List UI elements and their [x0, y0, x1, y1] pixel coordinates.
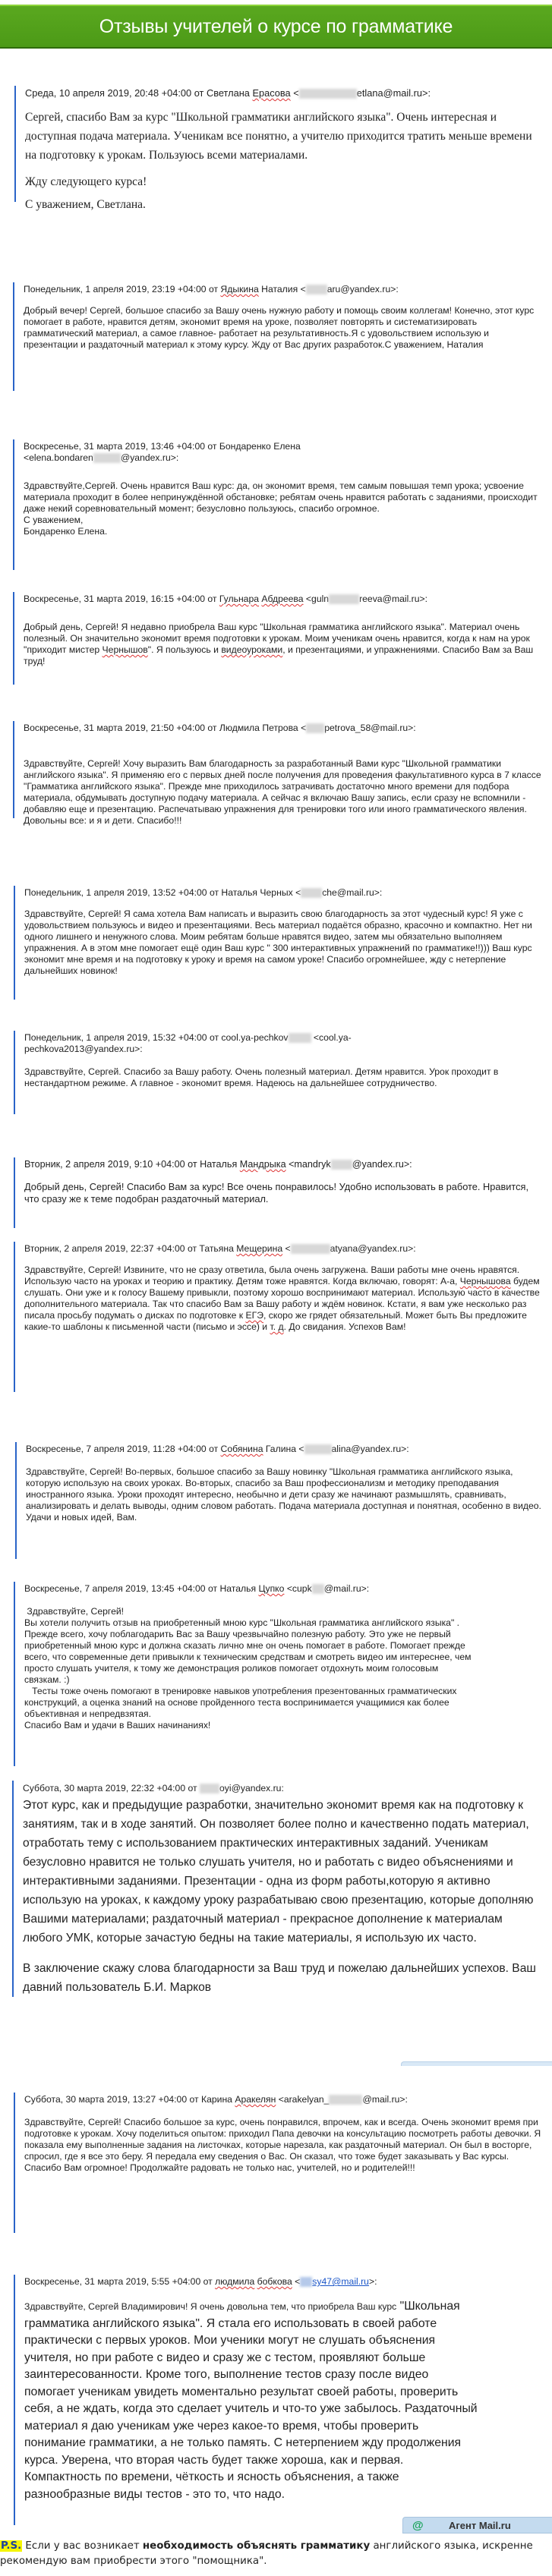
review-meta: Воскресенье, 31 марта 2019, 16:15 +04:00 от Гульнара Абдреева <guln reeva@mail.ru>: [24, 594, 428, 604]
redacted-email [306, 285, 327, 294]
review-body: Добрый вечер! Сергей, большое спасибо за Вашу очень нужную работу и помощь своим коллегам! Конечно, этот курс помогает в работе, нравится детям, экономит время на уроке, позволяет повторять и систематизировать грамматический материал, а самое главное- работает на результативность.Я с удовольствием использую и презентации и раздаточный материал к этому курсу. Жду от Вас других разработок.С уважением, Наталия [24, 305, 535, 350]
review-petrova [13, 721, 544, 826]
review-meta: Вторник, 2 апреля 2019, 22:37 +04:00 от Татьяна Мещерина < atyana@yandex.ru>: [24, 1243, 416, 1254]
review-body: Добрый день, Сергей! Я недавно приобрела Ваш курс "Школьная грамматика английского языка". Материал очень полезный. Он значительно экономит время подготовки к урокам. Моим ученикам очень нравится, когда к нам на урок "приходит мистер Чернышов". Я пользуюсь и видеоуроками, и презентациями, и упражнениями. Спасибо Вам за Ваш труд! [24, 622, 534, 666]
review-body: Здравствуйте, Сергей! Во-первых, большое спасибо за Вашу новинку "Школьная грамматика английского языка, которую использую на своих уроках. Во-вторых, спасибо за Ваш профессионализм и методику преподавания иностранного языка. Уроки проходят интересно, необычно и дети сразу же начинают размышлять, сравнивать, анализировать и делать выводы, одним словом работать. Подача материала доступная и понятная, особенно в видео. Удачи и новых идей, Вам. [26, 1466, 541, 1523]
ps-note: P.S. Если у вас возникает необходимость объяснять грамматику английского языка, искренне рекомендую вам приобрести этого "помощника". [0, 2540, 533, 2567]
review-markov [12, 1781, 544, 1997]
review-meta: Суббота, 30 марта 2019, 13:27 +04:00 от Карина Аракелян <arakelyan_ @mail.ru>: [24, 2094, 408, 2105]
review-meshcherina [14, 1242, 545, 1392]
review-sobyanina [15, 1442, 547, 1559]
review-meta: Воскресенье, 31 марта 2019, 5:55 +04:00 от людмила бобкова < sy47@mail.ru>: [24, 2276, 377, 2287]
redacted-email [312, 1584, 324, 1594]
review-body: Здравствуйте, Сергей! Спасибо большое за курс, очень понравился, впрочем, как и всегда. Очень экономит время при подготовке к урокам. Хочу поделиться опытом: приходил Папа девочки на консультацию посмотреть работы девочки. Я показала ему выполненные задания на листочках, которые нарезала, как раздаточный материал. Он был в восторге, спросил, где я все это беру. Я передала ему сведения о Вас. Он сказал, что тоже будет заказывать у Вас курсы. Спасибо Вам огромное! Продолжайте радовать не только нас, учителей, но и родителей!!! [24, 2117, 541, 2173]
review-meta: Воскресенье, 31 марта 2019, 13:46 +04:00 от Бондаренко Елена <elena.bondaren @yandex.ru>: [24, 441, 301, 463]
review-meta: Воскресенье, 7 апреля 2019, 11:28 +04:00 от Собянина Галина < alina@yandex.ru>: [26, 1444, 409, 1454]
page-title: Отзывы учителей о курсе по грамматике [99, 15, 453, 37]
redacted-email [329, 2095, 362, 2105]
review-meta: Среда, 10 апреля 2019, 20:48 +04:00 от Светлана Ерасова < etlana@mail.ru>: [25, 87, 431, 99]
agent-at-icon: @ [412, 2518, 424, 2532]
review-body: Здравствуйте,Сергей. Очень нравится Ваш курс: да, он экономит время, тем самым повышая темп урока; усвоение материала проходит в более непринуждённой обстановке; ребятам очень нравится работать с заданиями, происходит даже некий соревновательный момент; безусловно пользуюсь, спасибо огромное. С уважением, Бондаренко Елена. [24, 480, 538, 537]
review-meta: Суббота, 30 марта 2019, 22:32 +04:00 от oyi@yandex.ru: [23, 1783, 284, 1793]
review-yadykina [13, 282, 544, 391]
review-pechkova [14, 1031, 545, 1114]
redacted-email [329, 594, 359, 604]
review-body: Добрый день, Сергей! Спасибо Вам за курс! Все очень понравилось! Удобно использовать в работе. Нравится, что сразу же к теме подобран раздаточный материал. [24, 1181, 529, 1205]
review-meta: Воскресенье, 31 марта 2019, 21:50 +04:00 от Людмила Петрова < petrova_58@mail.ru>: [24, 723, 416, 733]
review-body: Сергей, спасибо Вам за курс "Школьной грамматики английского языка". Очень интересная и доступная подача материала. Ученикам все понятно, а учителю приходится тратить меньше времени на подготовку к урокам. Пользуюсь всеми материалами. Жду следующего курса! С уважением, Светлана. [25, 111, 532, 212]
review-body: Здравствуйте, Сергей! Извините, что не сразу ответила, была очень загружена. Ваши работы мне очень нравятся. Использую часто на уроках и теорию и практику. Детям тоже нравятся. Когда включаю, говорят: А-а, Чернышова будем слушать. Они уже и к голосу Вашему привыкли, поэтому хорошо воспринимают материал. Использую часто в качестве дополнительного материала. Так что спасибо Вам за Вашу работу и ждём новинок. Кстати, я вам уже несколько раз писала просьбу подумать о дисках по подготовке к ЕГЭ, скоро же грядет обязательный. Может быть Вы предложите какие-то шаблоны к письменной части (письмо и эссе) и т. д. До свидания. Успехов Вам! [24, 1264, 540, 1332]
review-erasova [14, 86, 546, 212]
review-chernykh [14, 886, 545, 1000]
ps-tag: P.S. [1, 2540, 22, 2552]
redacted-email [289, 1033, 311, 1043]
review-meta: Понедельник, 1 апреля 2019, 13:52 +04:00 от Наталья Черных < che@mail.ru>: [24, 887, 383, 898]
review-meta: Понедельник, 1 апреля 2019, 15:32 +04:00 от cool.ya-pechkov <cool.ya-pechkova2013@yandex.ru>: [24, 1032, 352, 1054]
redacted-email [300, 2277, 312, 2287]
redacted-email [331, 1160, 352, 1170]
review-body: Здравствуйте, Сергей! Я сама хотела Вам написать и выразить свою благодарность за этот чудесный курс! Я уже с удовольствием пользуюсь и видео и презентациями. Весь материал подаётся образно, красочно и компактно. Нет ни одного лишнего и ненужного слова. Моим ребятам больше нравятся видео, затем мы обязательно выполняем упражнения. А в этом мне помогает ещё один Ваш курс " 300 интерактивных упражнений по грамматике!!))) Ваш курс экономит мне время и на подготовку к уроку и время на самом уроке! Спасибо огромнейшее, жду с нетерпение дальнейших новинок! [24, 909, 532, 976]
redacted-email [200, 1784, 219, 1793]
page-header [0, 5, 552, 49]
redacted-email [291, 1244, 330, 1254]
review-tsupko [14, 1582, 545, 1766]
agent-widget-edge [401, 2061, 552, 2066]
review-bondarenko [13, 439, 544, 570]
review-body: Здравствуйте, Сергей. Спасибо за Вашу работу. Очень полезный материал. Детям нравится. Урок проходит в нестандартном режиме. А главное - экономит время. Надеюсь на дальнейшее сотрудничество. [24, 1066, 499, 1088]
redacted-email [93, 453, 121, 463]
redacted-email [304, 1444, 332, 1454]
redacted-email [306, 723, 324, 733]
review-bobkova [14, 2275, 545, 2525]
review-meta: Вторник, 2 апреля 2019, 9:10 +04:00 от Наталья Мандрыка <mandryk @yandex.ru>: [24, 1159, 412, 1170]
review-meta: Понедельник, 1 апреля 2019, 23:19 +04:00 от Ядыкина Наталия < aru@yandex.ru>: [24, 284, 399, 294]
review-mandryka [14, 1157, 545, 1228]
review-body: Здравствуйте, Сергей! Хочу выразить Вам благодарность за разработанный Вами курс "Школьной грамматики английского языка". Я применяю его с первых дней после получения для проведения факультативного курса в 7 классе "Грамматика английского языка". Прежде мне приходилось затрачивать достаточно много времени для подбора материала, обдумывать доступную подачу материала. А сейчас я включаю Вашу запись, если сразу не вспомнили - добавляю еще и презентацию. Распечатываю упражнения для тренировки того или иного грамматического явления. Довольны все: и я и дети. Спасибо!!! [24, 758, 541, 826]
review-body: Этот курс, как и предыдущие разработки, значительно экономит время как на подготовку к занятиям, так и в ходе занятий. Он позволяет более полно и качественно подать материал, отработать тему с использованием практических интерактивных заданий. Ученикам безусловно нравится не только слушать учителя, но и работать с видео объяснениями и интерактивными заданиями. Презентации - одна из форм работы,которую я активно использую на уроках, к каждому уроку разрабатываю свою презентацию, которые дополняю Вашими материалами; раздаточный материал - прекрасное дополнение к материалам любого УМК, которые зачастую бедны на такие материалы, я использую их часто. В заключение скажу слова благодарности за Ваш труд и пожелаю дальнейших успехов. Ваш давний пользователь Б.И. Марков [23, 1799, 536, 1994]
agent-mail-ru-button[interactable] [402, 2517, 552, 2533]
review-meta: Воскресенье, 7 апреля 2019, 13:45 +04:00 от Наталья Цупко <cupk @mail.ru>: [24, 1583, 370, 1594]
review-abdreeva [13, 592, 544, 685]
review-arakelyan [14, 2093, 545, 2233]
email-link[interactable]: sy47@mail.ru [312, 2276, 369, 2287]
review-body: Здравствуйте, Сергей! Вы хотели получить отзыв на приобретенный мною курс "Школьная грамматика английского языка" . Прежде всего, хочу поблагодарить Вас за Вашу чрезвычайно полезную работу. Это уже не первый приобретенный мною курс и должна сказать лично мне он очень помогает в работе. Помогает прежде всего, что современные дети привыкли к техническим средствам и смотреть видео им интереснее, чем просто слушать учителя, к тому же демонстрация роликов помогает отдохнуть моим голосовым связкам. :) Тесты тоже очень помогают в тренировке навыков употребления презентованных грамматических конструкций, а оценка знаний на основе пройденного теста воспринимается учащимися как более объективная и непредвзятая. Спасибо Вам и удачи в Ваших начинаниях! [24, 1606, 472, 1730]
redacted-email [301, 888, 322, 898]
agent-label: Агент Mail.ru [449, 2519, 511, 2531]
review-body: Здравствуйте, Сергей Владимирович! Я очень довольна тем, что приобрела Ваш курс "Школьная грамматика английского языка". Я стала его использовать в своей работе практически с первых уроков. Мои ученики могут не слушать объяснения учителя, но при работе с видео и сразу же с тестом, проявляют больше заинтересованности. Кроме того, выполнение тестов сразу после видео помогает ученикам увидеть моментально результат своей работы, проверить себя, а не ждать, когда это сделает учитель и что-то уже забылось. Раздаточный материал я даю ученикам уже через какое-то время, чтобы проверить понимание грамматики, а не только память. С нетерпением жду продолжения курса. Уверена, что вторая часть будет также хороша, как и первая. Компактность по времени, чёткость и ясность объяснения, а также разнообразные виды тестов - это то, что надо. [24, 2300, 478, 2501]
redacted-email [299, 89, 357, 99]
